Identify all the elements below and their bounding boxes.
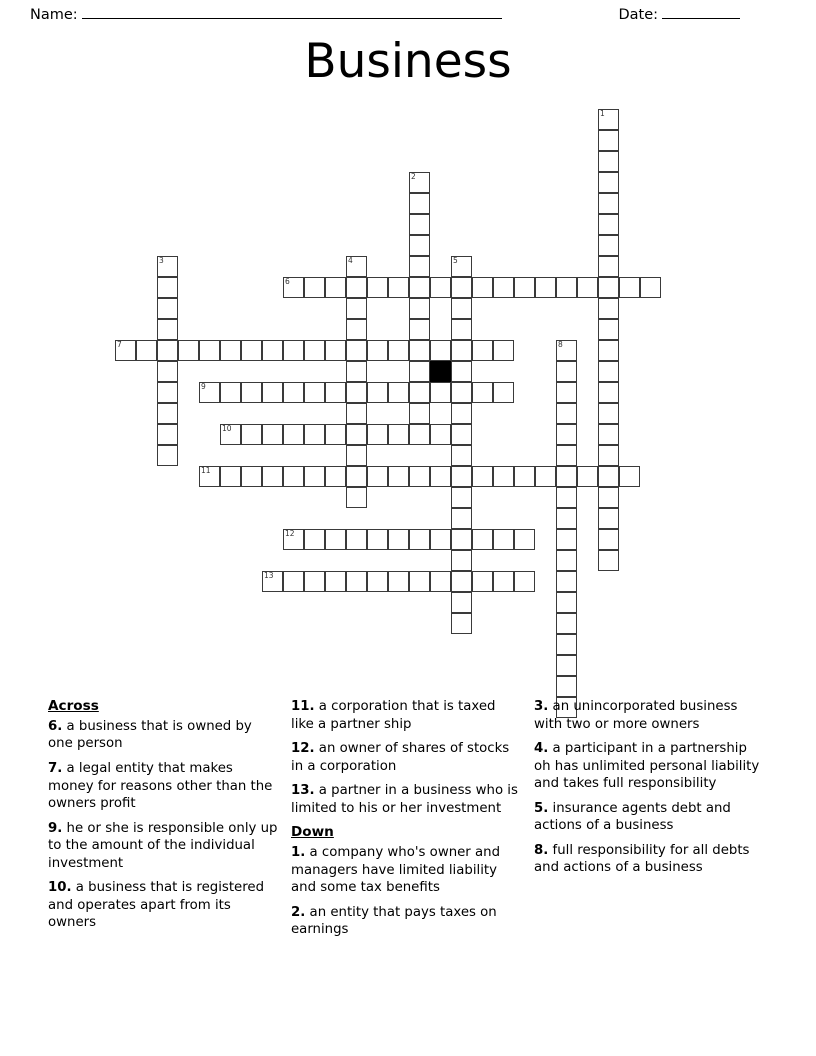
- grid-cell[interactable]: [598, 214, 619, 235]
- grid-cell[interactable]: [304, 382, 325, 403]
- grid-cell[interactable]: [598, 130, 619, 151]
- grid-cell[interactable]: [619, 466, 640, 487]
- grid-cell-number: 6: [285, 277, 290, 286]
- clue-column-2: [291, 698, 534, 948]
- grid-cell-number: 9: [201, 382, 206, 391]
- grid-cell[interactable]: [430, 340, 451, 361]
- grid-cell[interactable]: [346, 445, 367, 466]
- grid-cell[interactable]: [493, 382, 514, 403]
- grid-cell[interactable]: [451, 508, 472, 529]
- grid-cell[interactable]: [367, 340, 388, 361]
- grid-cell[interactable]: [493, 277, 514, 298]
- grid-cell[interactable]: [472, 340, 493, 361]
- grid-cell[interactable]: [598, 277, 619, 298]
- grid-cell[interactable]: [451, 445, 472, 466]
- grid-cell[interactable]: [346, 319, 367, 340]
- grid-cell[interactable]: [304, 571, 325, 592]
- grid-cell[interactable]: [388, 571, 409, 592]
- grid-cell[interactable]: [367, 382, 388, 403]
- grid-cell[interactable]: [346, 340, 367, 361]
- grid-cell[interactable]: [472, 382, 493, 403]
- grid-cell[interactable]: [346, 256, 367, 277]
- clue-number: 2.: [291, 904, 306, 920]
- grid-cell[interactable]: [451, 403, 472, 424]
- grid-cell[interactable]: [598, 508, 619, 529]
- grid-cell[interactable]: [451, 340, 472, 361]
- clue-across-7: [48, 760, 279, 813]
- clue-text: a partner in a business who is limited to his or her investment: [291, 783, 518, 816]
- grid-cell[interactable]: [388, 382, 409, 403]
- clue-number: 12.: [291, 741, 315, 757]
- grid-cell[interactable]: [598, 172, 619, 193]
- clue-down-1: [291, 844, 522, 897]
- grid-cell-number: 8: [558, 340, 563, 349]
- grid-cell[interactable]: [346, 487, 367, 508]
- grid-cell[interactable]: [598, 109, 619, 130]
- across-heading: Across: [48, 698, 99, 714]
- grid-cell[interactable]: [409, 340, 430, 361]
- grid-cell[interactable]: [157, 382, 178, 403]
- grid-cell[interactable]: [556, 403, 577, 424]
- grid-cell[interactable]: [556, 676, 577, 697]
- grid-cell[interactable]: [157, 445, 178, 466]
- grid-cell[interactable]: [409, 403, 430, 424]
- grid-cell[interactable]: [199, 340, 220, 361]
- grid-cell[interactable]: [157, 361, 178, 382]
- grid-cell[interactable]: [556, 592, 577, 613]
- grid-cell[interactable]: [388, 424, 409, 445]
- grid-cell[interactable]: [556, 382, 577, 403]
- clue-text: a corporation that is taxed like a partner ship: [291, 699, 496, 732]
- grid-cell-number: 10: [222, 424, 232, 433]
- grid-cell[interactable]: [346, 424, 367, 445]
- grid-cell[interactable]: [409, 382, 430, 403]
- grid-cell[interactable]: [283, 529, 304, 550]
- grid-cell[interactable]: [451, 319, 472, 340]
- grid-cell[interactable]: [556, 550, 577, 571]
- grid-cell[interactable]: [493, 571, 514, 592]
- grid-cell[interactable]: [514, 466, 535, 487]
- clue-down-8: [534, 842, 765, 877]
- grid-cell[interactable]: [157, 340, 178, 361]
- grid-cell[interactable]: [556, 277, 577, 298]
- clue-number: 6.: [48, 718, 63, 734]
- grid-cell[interactable]: [325, 382, 346, 403]
- grid-cell[interactable]: [430, 529, 451, 550]
- grid-cell[interactable]: [325, 340, 346, 361]
- clue-number: 3.: [534, 699, 549, 714]
- clue-number: 8.: [534, 842, 549, 858]
- grid-cell[interactable]: [556, 613, 577, 634]
- clue-text: a business that is registered and operates apart from its owners: [48, 880, 265, 931]
- grid-cell-number: 13: [264, 571, 274, 580]
- grid-cell[interactable]: [451, 613, 472, 634]
- clue-column-3: [534, 698, 777, 948]
- clue-text: a participant in a partnership oh has unlimited personal liability and takes full responsibility: [534, 741, 760, 792]
- grid-cell-number: 1: [600, 109, 605, 118]
- grid-cell[interactable]: [283, 466, 304, 487]
- clue-across-10: [48, 879, 279, 932]
- grid-cell-number: 7: [117, 340, 122, 349]
- clue-text: insurance agents debt and actions of a business: [534, 800, 731, 834]
- clue-down-5: [534, 800, 765, 835]
- grid-cell[interactable]: [199, 466, 220, 487]
- grid-cell-number: 2: [411, 172, 416, 181]
- grid-cell[interactable]: [346, 277, 367, 298]
- grid-cell[interactable]: [598, 235, 619, 256]
- grid-cell-number: 4: [348, 256, 353, 265]
- clue-text: a business that is owned by one person: [48, 718, 252, 752]
- grid-cell[interactable]: [451, 571, 472, 592]
- clue-across-11: [291, 698, 522, 733]
- grid-cell[interactable]: [409, 424, 430, 445]
- grid-cell[interactable]: [472, 529, 493, 550]
- grid-cell[interactable]: [472, 277, 493, 298]
- clue-number: 13.: [291, 783, 315, 799]
- grid-cell[interactable]: [472, 466, 493, 487]
- grid-cell[interactable]: [430, 277, 451, 298]
- grid-cell[interactable]: [451, 550, 472, 571]
- grid-cell[interactable]: [598, 424, 619, 445]
- clue-text: an owner of shares of stocks in a corporation: [291, 741, 510, 774]
- grid-cell[interactable]: [304, 424, 325, 445]
- down-heading: Down: [291, 824, 334, 841]
- grid-cell[interactable]: [283, 340, 304, 361]
- grid-cell[interactable]: [409, 172, 430, 193]
- grid-cell[interactable]: [409, 214, 430, 235]
- grid-cell[interactable]: [598, 361, 619, 382]
- grid-cell[interactable]: [241, 340, 262, 361]
- grid-cell[interactable]: [409, 235, 430, 256]
- grid-cell[interactable]: [598, 256, 619, 277]
- grid-cell[interactable]: [598, 529, 619, 550]
- grid-cell[interactable]: [556, 508, 577, 529]
- grid-cell[interactable]: [367, 277, 388, 298]
- grid-cell[interactable]: [262, 571, 283, 592]
- grid-cell[interactable]: [157, 277, 178, 298]
- grid-cell[interactable]: [514, 277, 535, 298]
- grid-cell[interactable]: [304, 277, 325, 298]
- grid-cell-blocked: [430, 361, 451, 382]
- grid-cell[interactable]: [157, 319, 178, 340]
- grid-cell[interactable]: [241, 382, 262, 403]
- grid-cell-number: 12: [285, 529, 295, 538]
- grid-cell[interactable]: [220, 424, 241, 445]
- clue-text: an unincorporated business with two or more owners: [534, 699, 738, 732]
- grid-cell[interactable]: [409, 277, 430, 298]
- grid-cell[interactable]: [409, 466, 430, 487]
- grid-cell[interactable]: [409, 571, 430, 592]
- grid-cell[interactable]: [598, 487, 619, 508]
- grid-cell[interactable]: [304, 529, 325, 550]
- grid-cell[interactable]: [325, 424, 346, 445]
- grid-cell[interactable]: [556, 424, 577, 445]
- clue-number: 7.: [48, 761, 63, 777]
- grid-cell[interactable]: [556, 361, 577, 382]
- grid-cell[interactable]: [346, 382, 367, 403]
- grid-cell[interactable]: [157, 256, 178, 277]
- grid-cell[interactable]: [451, 277, 472, 298]
- date-label: Date:: [618, 7, 658, 23]
- page-title: Business: [304, 34, 512, 89]
- clue-text: full responsibility for all debts and actions of a business: [534, 842, 750, 876]
- grid-cell[interactable]: [556, 445, 577, 466]
- grid-cell[interactable]: [325, 529, 346, 550]
- grid-cell[interactable]: [430, 424, 451, 445]
- clue-text: a legal entity that makes money for reasons other than the owners profit: [48, 761, 273, 812]
- grid-cell[interactable]: [346, 529, 367, 550]
- grid-cell[interactable]: [451, 529, 472, 550]
- grid-cell[interactable]: [556, 487, 577, 508]
- grid-cell[interactable]: [157, 298, 178, 319]
- grid-cell[interactable]: [388, 529, 409, 550]
- grid-cell[interactable]: [577, 466, 598, 487]
- grid-cell[interactable]: [325, 571, 346, 592]
- clue-text: he or she is responsible only up to the amount of the individual investment: [48, 820, 278, 871]
- grid-cell[interactable]: [451, 361, 472, 382]
- grid-cell[interactable]: [367, 424, 388, 445]
- grid-cell[interactable]: [556, 466, 577, 487]
- clue-down-3: [534, 698, 765, 733]
- grid-cell[interactable]: [220, 466, 241, 487]
- clue-number: 11.: [291, 699, 315, 714]
- grid-cell[interactable]: [493, 529, 514, 550]
- grid-cell[interactable]: [430, 382, 451, 403]
- grid-cell[interactable]: [514, 571, 535, 592]
- grid-cell[interactable]: [556, 634, 577, 655]
- grid-cell[interactable]: [220, 340, 241, 361]
- grid-cell[interactable]: [598, 193, 619, 214]
- grid-cell[interactable]: [346, 298, 367, 319]
- grid-cell[interactable]: [283, 277, 304, 298]
- grid-cell[interactable]: [598, 151, 619, 172]
- grid-cell[interactable]: [514, 529, 535, 550]
- grid-cell[interactable]: [451, 382, 472, 403]
- grid-cell[interactable]: [409, 319, 430, 340]
- grid-cell[interactable]: [388, 277, 409, 298]
- grid-cell[interactable]: [346, 403, 367, 424]
- grid-cell[interactable]: [241, 424, 262, 445]
- grid-cell[interactable]: [451, 298, 472, 319]
- grid-cell[interactable]: [430, 466, 451, 487]
- grid-cell[interactable]: [283, 424, 304, 445]
- grid-cell[interactable]: [262, 424, 283, 445]
- clue-number: 9.: [48, 820, 63, 836]
- grid-cell[interactable]: [157, 424, 178, 445]
- grid-cell[interactable]: [115, 340, 136, 361]
- grid-cell[interactable]: [409, 298, 430, 319]
- grid-cell[interactable]: [409, 193, 430, 214]
- grid-cell[interactable]: [136, 340, 157, 361]
- grid-cell[interactable]: [346, 361, 367, 382]
- clue-down-2: [291, 904, 522, 939]
- clue-text: a company who's owner and managers have limited liability and some tax benefits: [291, 845, 501, 896]
- grid-cell[interactable]: [535, 466, 556, 487]
- clue-text: an entity that pays taxes on earnings: [291, 904, 497, 938]
- clue-number: 4.: [534, 741, 549, 757]
- grid-cell[interactable]: [556, 655, 577, 676]
- grid-cell[interactable]: [346, 571, 367, 592]
- grid-cell[interactable]: [388, 340, 409, 361]
- grid-cell[interactable]: [325, 277, 346, 298]
- grid-cell[interactable]: [304, 340, 325, 361]
- grid-cell[interactable]: [451, 424, 472, 445]
- grid-cell[interactable]: [619, 277, 640, 298]
- clue-across-6: [48, 718, 279, 753]
- grid-cell[interactable]: [262, 466, 283, 487]
- grid-cell[interactable]: [283, 382, 304, 403]
- grid-cell[interactable]: [157, 403, 178, 424]
- grid-cell[interactable]: [262, 340, 283, 361]
- grid-cell[interactable]: [367, 571, 388, 592]
- grid-cell[interactable]: [598, 382, 619, 403]
- grid-cell[interactable]: [493, 340, 514, 361]
- grid-cell[interactable]: [640, 277, 661, 298]
- grid-cell[interactable]: [493, 466, 514, 487]
- clue-column-1: [48, 698, 291, 948]
- grid-cell[interactable]: [598, 340, 619, 361]
- grid-cell[interactable]: [367, 466, 388, 487]
- grid-cell[interactable]: [325, 466, 346, 487]
- grid-cell[interactable]: [346, 466, 367, 487]
- grid-cell[interactable]: [304, 466, 325, 487]
- grid-cell[interactable]: [262, 382, 283, 403]
- grid-cell-number: 11: [201, 466, 211, 475]
- clue-down-4: [534, 740, 765, 793]
- grid-cell[interactable]: [409, 529, 430, 550]
- clue-across-12: [291, 740, 522, 775]
- grid-cell[interactable]: [598, 445, 619, 466]
- grid-cell[interactable]: [283, 571, 304, 592]
- grid-cell[interactable]: [451, 466, 472, 487]
- grid-cell[interactable]: [598, 403, 619, 424]
- clue-across-13: [291, 782, 522, 817]
- grid-cell[interactable]: [388, 466, 409, 487]
- grid-cell[interactable]: [556, 529, 577, 550]
- grid-cell[interactable]: [220, 382, 241, 403]
- grid-cell[interactable]: [409, 256, 430, 277]
- grid-cell-number: 5: [453, 256, 458, 265]
- grid-cell[interactable]: [598, 319, 619, 340]
- grid-cell[interactable]: [535, 277, 556, 298]
- clue-lists: [0, 698, 816, 948]
- grid-cell[interactable]: [556, 340, 577, 361]
- clue-number: 5.: [534, 800, 549, 816]
- name-label: Name:: [30, 7, 78, 23]
- grid-cell[interactable]: [409, 361, 430, 382]
- grid-cell[interactable]: [367, 529, 388, 550]
- grid-cell[interactable]: [430, 571, 451, 592]
- grid-cell[interactable]: [598, 298, 619, 319]
- grid-cell[interactable]: [577, 277, 598, 298]
- clue-across-9: [48, 820, 279, 873]
- grid-cell[interactable]: [199, 382, 220, 403]
- grid-cell[interactable]: [472, 571, 493, 592]
- grid-cell[interactable]: [178, 340, 199, 361]
- grid-cell[interactable]: [451, 487, 472, 508]
- grid-cell-number: 3: [159, 256, 164, 265]
- grid-cell[interactable]: [556, 571, 577, 592]
- grid-cell[interactable]: [241, 466, 262, 487]
- grid-cell[interactable]: [451, 256, 472, 277]
- grid-cell[interactable]: [451, 592, 472, 613]
- clue-number: 10.: [48, 880, 72, 896]
- grid-cell[interactable]: [598, 550, 619, 571]
- grid-cell[interactable]: [598, 466, 619, 487]
- clue-number: 1.: [291, 845, 306, 861]
